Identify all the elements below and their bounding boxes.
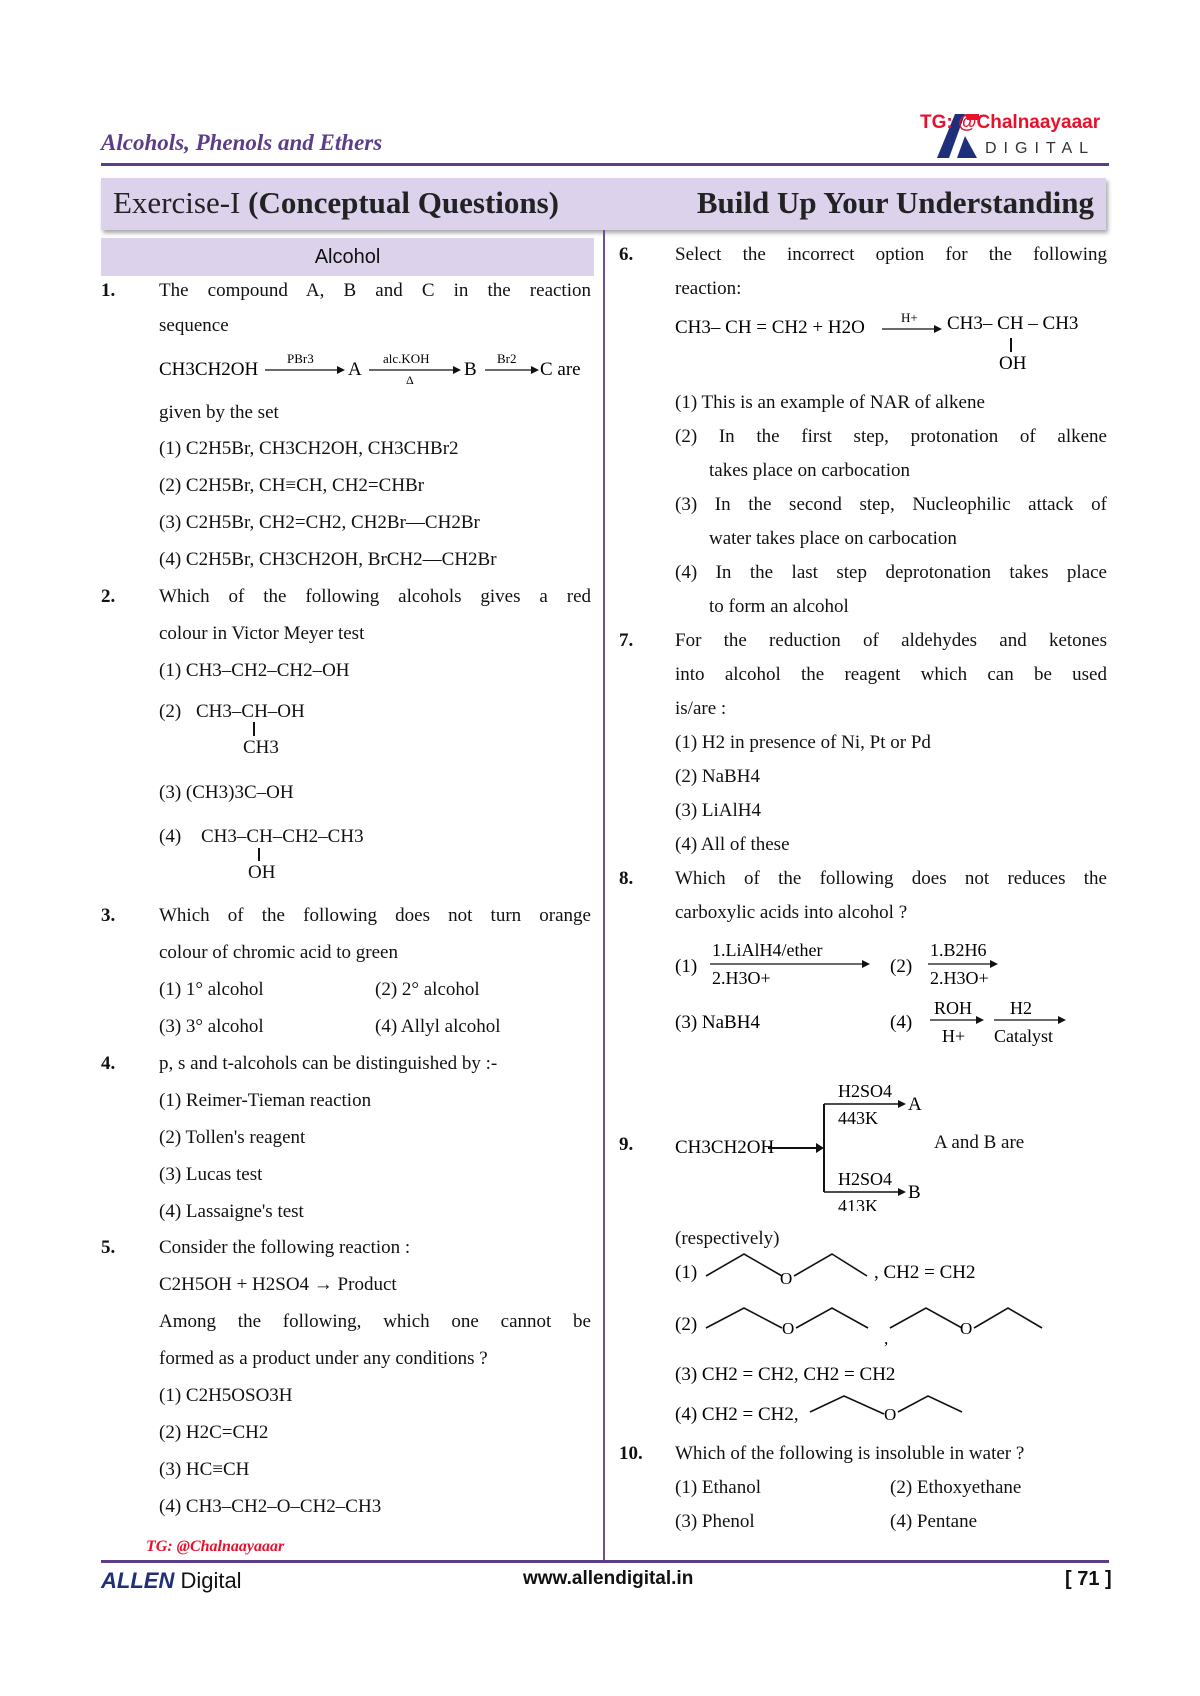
question-number: 7.	[619, 630, 634, 651]
option-continued: to form an alcohol	[709, 596, 849, 617]
option[interactable]: (4) In the last step deprotonation takes place	[675, 562, 1107, 583]
option[interactable]: (4) C2H5Br, CH3CH2OH, BrCH2—CH2Br	[159, 549, 497, 570]
option-label: (4)	[159, 826, 182, 847]
product-c: C are	[540, 359, 581, 380]
question-number: 4.	[101, 1053, 116, 1074]
product-b: B	[464, 359, 477, 380]
product-b: B	[908, 1182, 921, 1203]
option[interactable]: (2) Tollen's reagent	[159, 1127, 306, 1148]
reagent: 1.B2H6	[930, 940, 987, 960]
question-text: Consider the following reaction :	[159, 1237, 411, 1258]
question-text: into alcohol the reagent which can be used	[675, 664, 1107, 685]
option[interactable]: (1) Reimer-Tieman reaction	[159, 1090, 372, 1111]
question-text: is/are :	[675, 698, 727, 719]
option[interactable]: (3) In the second step, Nucleophilic attack of	[675, 494, 1107, 515]
option-text: (3) NaBH4	[675, 1012, 760, 1033]
option-text: (3) CH2 = CH2, CH2 = CH2	[675, 1364, 896, 1385]
option[interactable]	[675, 1364, 895, 1385]
option-continued: water takes place on carbocation	[709, 528, 957, 549]
option[interactable]: (1) This is an example of NAR of alkene	[675, 392, 985, 413]
temperature: 443K	[838, 1108, 878, 1128]
reactant: CH3CH2OH	[159, 359, 259, 380]
option[interactable]: (1) Ethanol	[675, 1477, 762, 1498]
option-label: (1)	[675, 956, 698, 977]
exercise-banner	[101, 178, 1106, 230]
structure-main: CH3–CH–CH2–CH3	[201, 826, 364, 847]
exercise-title: Exercise-I (Conceptual Questions)	[113, 185, 560, 220]
option[interactable]: (3) LiAlH4	[675, 800, 762, 821]
option[interactable]: (1) 1° alcohol	[159, 979, 264, 1000]
separator: ,	[884, 1329, 889, 1348]
option[interactable]: (2) NaBH4	[675, 766, 760, 787]
option-label: (2)	[159, 701, 182, 722]
oxygen-atom: O	[960, 1319, 973, 1338]
brand-suffix: Digital	[174, 1568, 242, 1593]
option-text: , CH2 = CH2	[874, 1262, 976, 1283]
option[interactable]: (3) C2H5Br, CH2=CH2, CH2Br—CH2Br	[159, 512, 480, 533]
reagent: 2.H3O+	[930, 968, 989, 988]
option[interactable]: (1) CH3–CH2–CH2–OH	[159, 660, 350, 681]
bond-line	[253, 722, 255, 736]
option[interactable]: (2) In the first step, protonation of alkene	[675, 426, 1107, 447]
footer-url-link[interactable]: www.allendigital.in	[523, 1568, 694, 1589]
option[interactable]	[675, 940, 870, 988]
question-text: For the reduction of aldehydes and ketones	[675, 630, 1107, 651]
question-text: reaction:	[675, 278, 742, 299]
option[interactable]: (1) C2H5OSO3H	[159, 1385, 293, 1406]
reaction-scheme	[155, 348, 595, 390]
question-text: (respectively)	[675, 1228, 780, 1249]
footer-telegram-handle: TG: @Chalnaayaaar	[146, 1538, 285, 1555]
question-number: 2.	[101, 586, 116, 607]
reagent: 2.H3O+	[712, 968, 771, 988]
tagline: Build Up Your Understanding	[696, 185, 1094, 220]
option[interactable]: (3) Lucas test	[159, 1164, 263, 1185]
reagent: PBr3	[287, 351, 314, 366]
reagent: ROH	[934, 998, 973, 1018]
reaction-scheme	[672, 1066, 1112, 1211]
option-label: (1)	[675, 1262, 698, 1283]
question-text: Which of the following does not turn orange	[159, 905, 591, 926]
options-diagram	[672, 932, 1112, 1052]
section-heading: Alcohol	[101, 238, 594, 276]
option[interactable]: (1) C2H5Br, CH3CH2OH, CH3CHBr2	[159, 438, 459, 459]
question-number: 6.	[619, 244, 634, 265]
brand-digital: DIGITAL	[985, 140, 1096, 157]
product-a: A	[908, 1094, 922, 1115]
question-text: Select the incorrect option for the following	[675, 244, 1107, 265]
catalyst: H+	[901, 310, 918, 325]
option[interactable]: (1) H2 in presence of Ni, Pt or Pd	[675, 732, 931, 753]
options-diagram	[672, 1250, 1112, 1430]
page-number: [ 71 ]	[1065, 1568, 1112, 1590]
footer-brand	[101, 1568, 242, 1594]
option-label: (2)	[675, 1314, 698, 1335]
footer-rule	[101, 1560, 1109, 1563]
option[interactable]: (4) CH3–CH2–O–CH2–CH3	[159, 1496, 382, 1517]
option[interactable]	[675, 1254, 976, 1288]
product: CH3– CH – CH3	[947, 313, 1079, 334]
option[interactable]	[675, 1308, 1042, 1348]
question-text: Which of the following is insoluble in water ?	[675, 1443, 1025, 1464]
option[interactable]: (2) Ethoxyethane	[890, 1477, 1022, 1498]
option[interactable]	[675, 1012, 760, 1033]
option[interactable]: (4) Lassaigne's test	[159, 1201, 304, 1222]
telegram-handle: TG: @Chalnaayaaar	[920, 112, 1101, 133]
structure-main: CH3–CH–OH	[196, 701, 305, 722]
question-text: A and B are	[934, 1132, 1025, 1153]
question-text: sequence	[159, 315, 229, 336]
question-text: Which of the following does not reduces the	[675, 868, 1107, 889]
question-text: p, s and t-alcohols can be distinguished by :-	[159, 1053, 498, 1074]
hydroxyl-group: OH	[999, 353, 1027, 374]
reagent: H2SO4	[838, 1081, 893, 1101]
question-text: The compound A, B and C in the reaction	[159, 280, 591, 301]
option[interactable]: (2) C2H5Br, CH≡CH, CH2=CHBr	[159, 475, 425, 496]
reagent: H+	[942, 1026, 966, 1046]
question-number: 3.	[101, 905, 116, 926]
option[interactable]: (3) Phenol	[675, 1511, 755, 1532]
bond-line	[258, 848, 260, 861]
question-number: 5.	[101, 1237, 116, 1258]
reactant: CH3CH2OH	[675, 1137, 775, 1158]
structure-branch: OH	[248, 862, 276, 883]
reagent: H2	[1010, 998, 1032, 1018]
header-rule	[101, 163, 1109, 166]
option-continued: takes place on carbocation	[709, 460, 910, 481]
option-text: (4) CH2 = CH2,	[675, 1404, 799, 1425]
question-text: colour of chromic acid to green	[159, 942, 398, 963]
structure-branch: CH3	[243, 737, 279, 758]
option[interactable]: (4) Pentane	[890, 1511, 978, 1532]
option[interactable]: (4) Allyl alcohol	[375, 1016, 501, 1037]
question-text: carboxylic acids into alcohol ?	[675, 902, 908, 923]
brand-name: ALLEN	[101, 1568, 175, 1593]
oxygen-atom: O	[884, 1405, 897, 1424]
option[interactable]: (2) 2° alcohol	[375, 979, 480, 1000]
question-number: 8.	[619, 868, 634, 889]
reagent: alc.KOH	[383, 351, 430, 366]
reaction-scheme	[672, 307, 1112, 377]
option[interactable]: (3) HC≡CH	[159, 1459, 250, 1480]
option[interactable]	[890, 998, 1066, 1046]
option[interactable]: (3) (CH3)3C–OH	[159, 782, 294, 803]
option-label: (4)	[890, 1012, 913, 1033]
question-text: Which of the following alcohols gives a red	[159, 586, 591, 607]
question-number: 9.	[619, 1134, 634, 1155]
reagent: 1.LiAlH4/ether	[712, 940, 823, 960]
temperature: 413K	[838, 1196, 878, 1211]
option[interactable]	[675, 1396, 962, 1425]
oxygen-atom: O	[780, 1269, 793, 1288]
question-text: given by the set	[159, 402, 279, 423]
heat-symbol: Δ	[406, 373, 414, 387]
reagent: H2SO4	[838, 1169, 893, 1189]
option[interactable]	[890, 940, 998, 988]
question-number: 1.	[101, 280, 116, 301]
option[interactable]: (4) All of these	[675, 834, 790, 855]
reactants: CH3– CH = CH2 + H2O	[675, 317, 865, 338]
option[interactable]: (2) H2C=CH2	[159, 1422, 269, 1443]
question-text: Among the following, which one cannot be	[159, 1311, 591, 1332]
reagent: Br2	[497, 351, 517, 366]
option[interactable]: (3) 3° alcohol	[159, 1016, 264, 1037]
reagent: Catalyst	[994, 1026, 1053, 1046]
question-number: 10.	[619, 1443, 643, 1464]
option-label: (2)	[890, 956, 913, 977]
oxygen-atom: O	[782, 1319, 795, 1338]
column-divider	[603, 230, 605, 1560]
question-text: C2H5OH + H2SO4 → Product	[159, 1274, 397, 1295]
question-text: colour in Victor Meyer test	[159, 623, 365, 644]
product-a: A	[348, 359, 362, 380]
chapter-title: Alcohols, Phenols and Ethers	[101, 130, 383, 155]
question-text: formed as a product under any conditions ?	[159, 1348, 488, 1369]
